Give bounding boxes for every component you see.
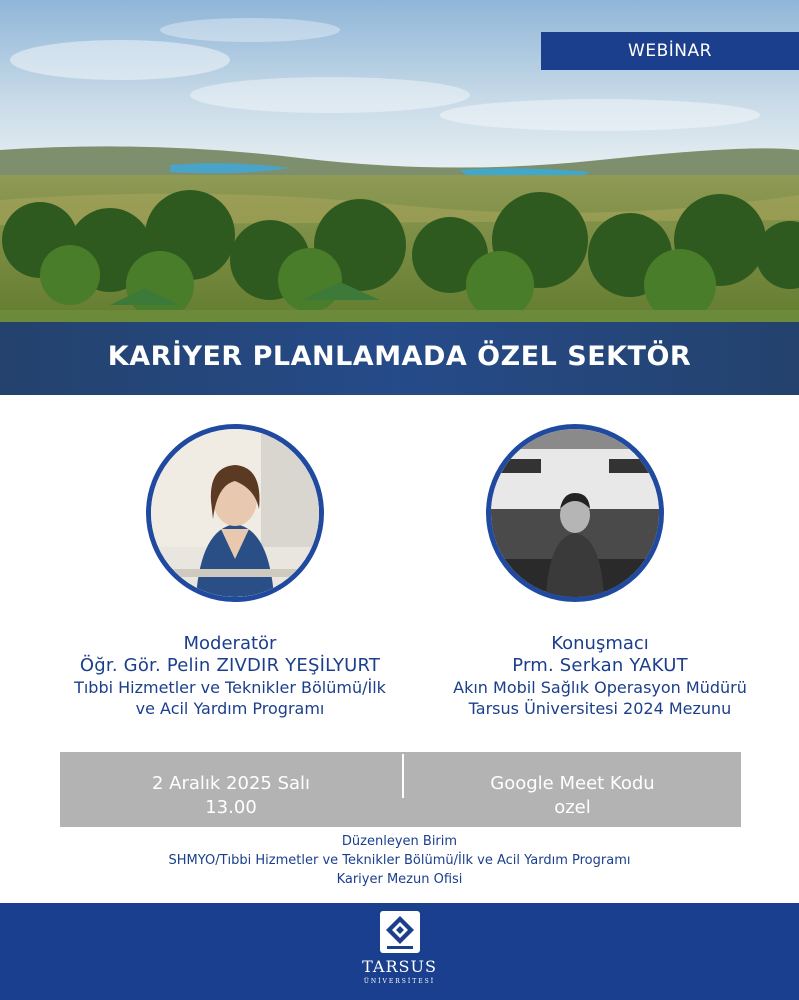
speaker-role: Konuşmacı	[551, 633, 649, 654]
webinar-badge: WEBİNAR	[541, 32, 799, 70]
moderator-desc-line1: Tıbbi Hizmetler ve Teknikler Bölümü/İlk	[74, 678, 386, 697]
event-datetime	[60, 772, 402, 820]
event-meet	[404, 772, 741, 820]
organizer-info	[0, 832, 799, 889]
university-logo-text: TARSUS	[362, 957, 437, 976]
organizer-office: Kariyer Mezun Ofisi	[336, 872, 463, 887]
moderator-info	[40, 633, 420, 719]
event-title: KARİYER PLANLAMADA ÖZEL SEKTÖR	[107, 341, 692, 372]
university-logo-subtext: ÜNİVERSİTESİ	[363, 978, 436, 985]
organizer-unit: SHMYO/Tıbbi Hizmetler ve Teknikler Bölümü/İlk ve Acil Yardım Programı	[168, 853, 631, 868]
organizer-heading: Düzenleyen Birim	[341, 834, 458, 849]
event-time: 13.00	[205, 797, 257, 818]
moderator-name: Öğr. Gör. Pelin ZIVDIR YEŞİLYURT	[79, 655, 381, 676]
university-logo-icon	[379, 910, 421, 954]
event-date: 2 Aralık 2025 Salı	[151, 773, 311, 794]
moderator-desc-line2: ve Acil Yardım Programı	[135, 699, 325, 718]
moderator-role: Moderatör	[183, 633, 277, 654]
speaker-desc-line1: Akın Mobil Sağlık Operasyon Müdürü	[453, 678, 747, 697]
speaker-name: Prm. Serkan YAKUT	[512, 655, 688, 676]
speaker-info	[410, 633, 790, 719]
meet-label: Google Meet Kodu	[490, 773, 655, 794]
speaker-photo	[486, 424, 664, 602]
moderator-photo	[146, 424, 324, 602]
meet-code: ozel	[554, 797, 591, 818]
speaker-desc-line2: Tarsus Üniversitesi 2024 Mezunu	[468, 699, 732, 718]
